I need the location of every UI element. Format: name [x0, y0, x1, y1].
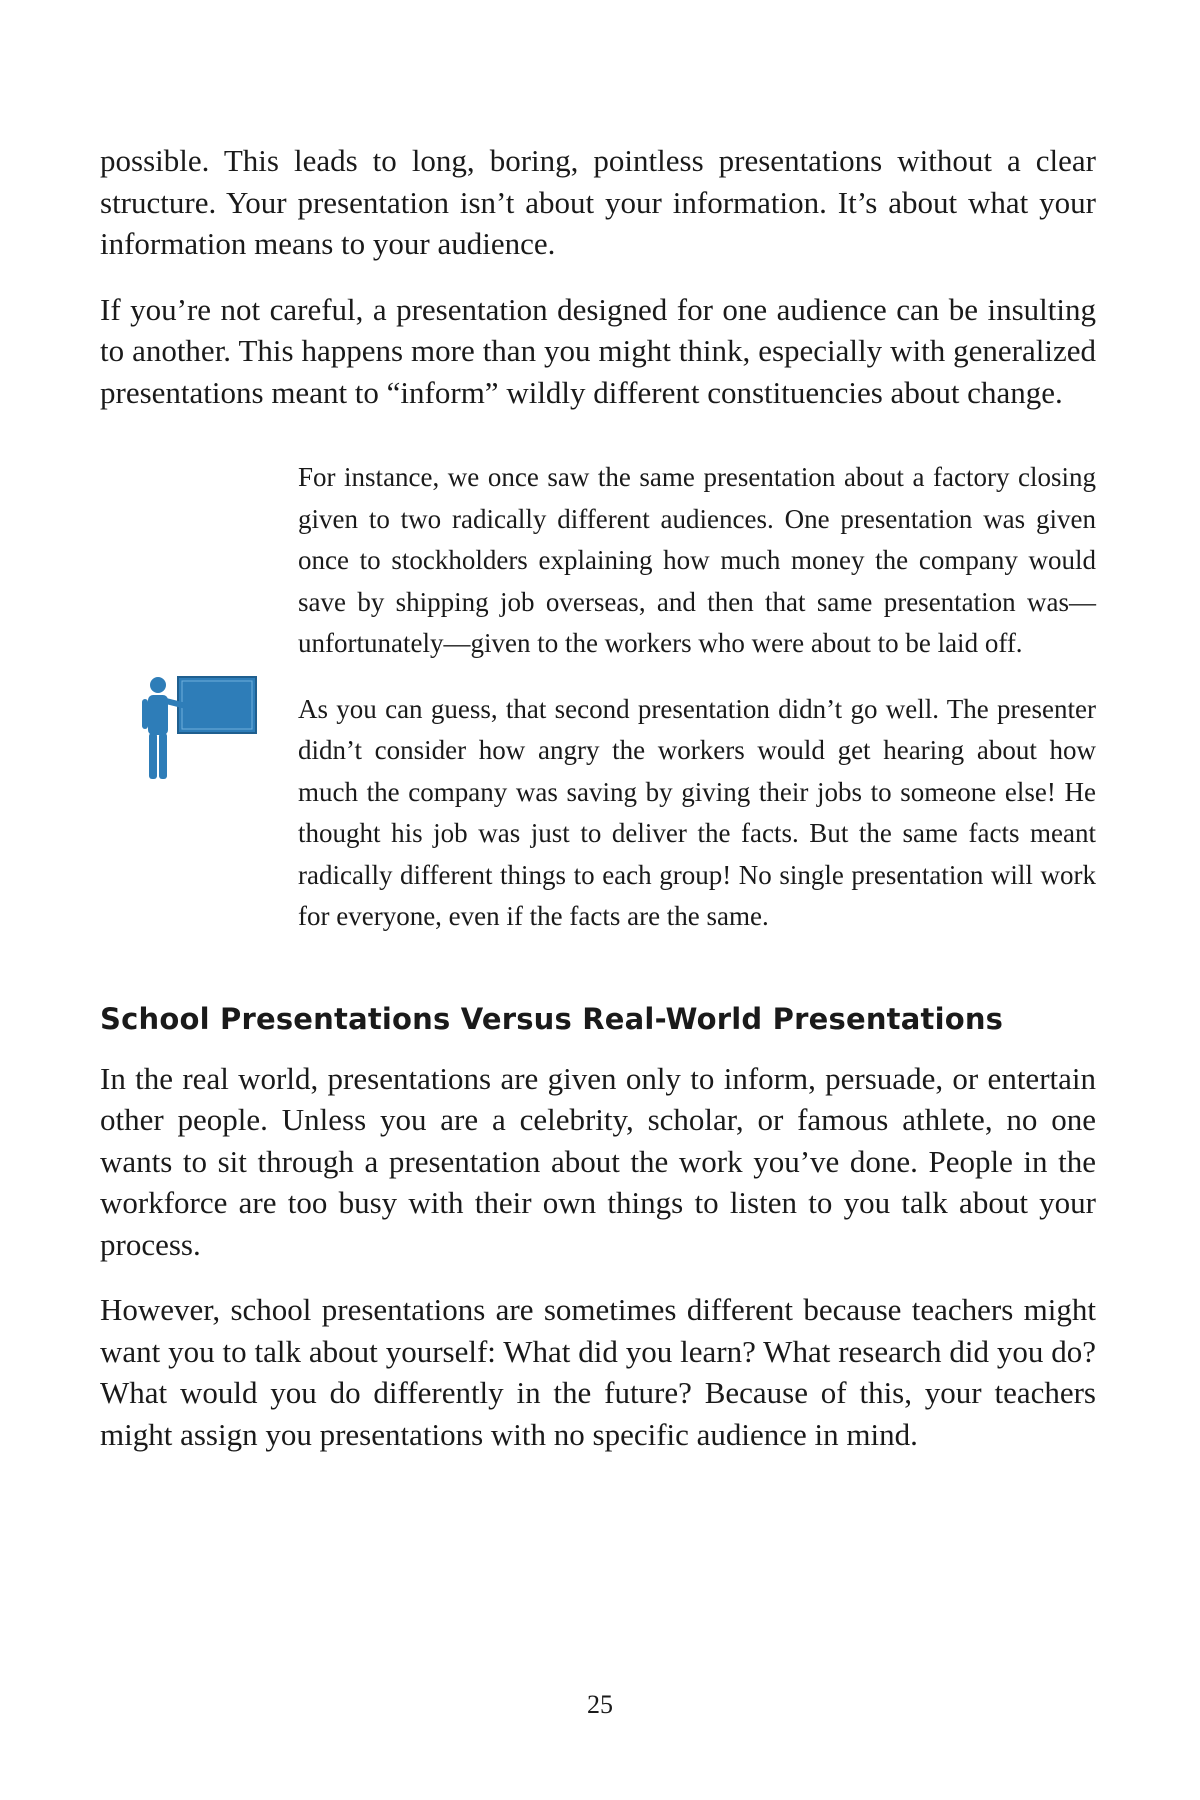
- body-paragraph: possible. This leads to long, boring, pointless presentations without a clear structure. Your presentation isn’t about your information. It’s about what your information means to your audience.: [100, 143, 1096, 261]
- callout-paragraph: As you can guess, that second presentation didn’t go well. The presenter didn’t consider how angry the workers would get hearing about how much the company was saving by giving their jobs to someone else! He thought his job was just to deliver the facts. But the same facts meant radically different things to each group! No single presentation will work for everyone, even if the facts are the same.: [298, 693, 1096, 931]
- body-paragraph: If you’re not careful, a presentation designed for one audience can be insulting to another. This happens more than you might think, especially with generalized presentations meant to “inform” wildly different constituencies about change.: [100, 291, 1096, 410]
- body-paragraph: In the real world, presentations are given only to inform, persuade, or entertain other people. Unless you are a celebrity, scholar, or famous athlete, no one wants to sit through a presentation about the work you’ve done. People in the workforce are too busy with their own things to listen to you talk about your process.: [100, 1060, 1096, 1262]
- body-paragraph: However, school presentations are sometimes different because teachers might want you to talk about yourself: What did you learn? What research did you do? What would you do differently in the future? Because of this, your teachers might assign you presentations with no specific audience in mind.: [100, 1292, 1096, 1452]
- section-heading: School Presentations Versus Real-World Presentations: [100, 1001, 1004, 1036]
- page-content: [100, 140, 1096, 1479]
- callout-paragraph: For instance, we once saw the same presentation about a factory closing given to two radically different audiences. One presentation was given once to stockholders explaining how much money the company would save by shipping job overseas, and then that same presentation was—unfortunately—given to the workers who were about to be laid off.: [298, 462, 1096, 658]
- presenter-icon: [140, 675, 260, 785]
- example-callout: [100, 457, 1096, 938]
- page-number: 25: [587, 1690, 613, 1719]
